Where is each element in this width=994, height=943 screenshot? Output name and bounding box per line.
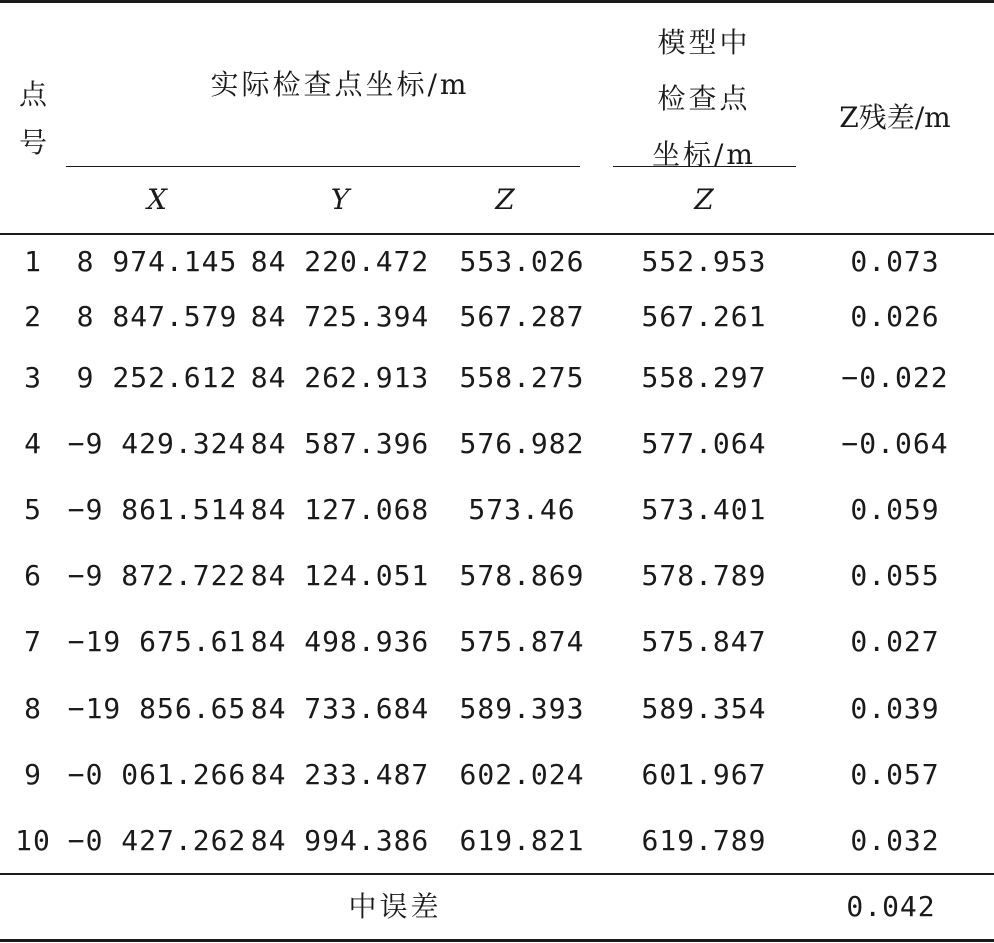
cell-z-residual: 0.032 [850,824,940,857]
cell-z-residual: −0.022 [841,361,949,394]
cell-y: 84 994.386 [250,824,430,857]
cell-y: 84 587.396 [250,427,430,460]
cell-z: 619.821 [459,824,585,857]
cell-no: 2 [24,300,42,333]
cell-x: −0 061.266 [67,758,247,791]
cell-y: 84 262.913 [250,361,430,394]
cell-z: 578.869 [459,559,585,592]
cell-no: 3 [24,361,42,394]
cell-z-residual: 0.057 [850,758,940,791]
actual-coords-underline [66,166,580,167]
cell-y: 84 498.936 [250,625,430,658]
cell-x: −9 872.722 [67,559,247,592]
cell-x: −9 861.514 [67,493,247,526]
header-bottom-rule [0,233,994,235]
cell-no: 6 [24,559,42,592]
cell-x: −19 675.61 [67,625,247,658]
summary-top-rule [0,873,994,875]
cell-x: −19 856.65 [67,692,247,725]
cell-z-model: 575.847 [641,625,767,658]
cell-z: 589.393 [459,692,585,725]
cell-x: −0 427.262 [67,824,247,857]
cell-no: 5 [24,493,42,526]
cell-no: 7 [24,625,42,658]
header-z-residual: Z残差/m [839,101,951,134]
cell-z-residual: 0.027 [850,625,940,658]
header-actual-coords: 实际检查点坐标/m [210,68,470,101]
cell-z-model: 601.967 [641,758,767,791]
cell-z-residual: 0.026 [850,300,940,333]
cell-y: 84 233.487 [250,758,430,791]
cell-z-model: 577.064 [641,427,767,460]
cell-no: 10 [15,824,51,857]
cell-x: 8 974.145 [76,245,238,278]
cell-z-model: 619.789 [641,824,767,857]
cell-no: 8 [24,692,42,725]
summary-label: 中误差 [348,890,442,923]
cell-z: 558.275 [459,361,585,394]
cell-z-residual: −0.064 [841,427,949,460]
cell-z: 573.46 [468,493,576,526]
cell-z: 575.874 [459,625,585,658]
summary-value: 0.042 [846,890,936,923]
cell-y: 84 725.394 [250,300,430,333]
table-bottom-rule [0,939,994,942]
cell-z-model: 558.297 [641,361,767,394]
cell-y: 84 127.068 [250,493,430,526]
cell-x: 9 252.612 [76,361,238,394]
header-col-x: X [147,183,167,216]
cell-x: −9 429.324 [67,427,247,460]
cell-z-model: 567.261 [641,300,767,333]
cell-y: 84 124.051 [250,559,430,592]
cell-z-model: 578.789 [641,559,767,592]
cell-z: 567.287 [459,300,585,333]
cell-z-residual: 0.055 [850,559,940,592]
table-top-rule [0,0,994,3]
cell-z: 576.982 [459,427,585,460]
header-point-no: 点号 [19,78,48,159]
cell-no: 1 [24,245,42,278]
cell-z: 553.026 [459,245,585,278]
cell-z-model: 573.401 [641,493,767,526]
header-model-coords: 模型中检查点坐标/m [652,26,756,171]
cell-no: 9 [24,758,42,791]
cell-z-model: 552.953 [641,245,767,278]
cell-z-model: 589.354 [641,692,767,725]
cell-y: 84 220.472 [250,245,430,278]
header-col-z-model: Z [694,183,714,216]
cell-z: 602.024 [459,758,585,791]
cell-x: 8 847.579 [76,300,238,333]
cell-z-residual: 0.073 [850,245,940,278]
header-col-y: Y [330,183,350,216]
cell-z-residual: 0.039 [850,692,940,725]
cell-y: 84 733.684 [250,692,430,725]
header-col-z-actual: Z [495,183,515,216]
cell-no: 4 [24,427,42,460]
cell-z-residual: 0.059 [850,493,940,526]
